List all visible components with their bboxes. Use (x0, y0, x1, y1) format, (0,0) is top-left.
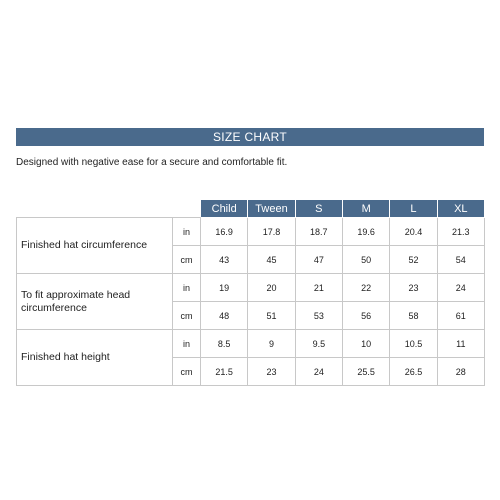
table-cell: 17.8 (248, 218, 295, 246)
header-blank-cell (17, 200, 173, 218)
table-cell: 53 (295, 302, 342, 330)
table-cell: 45 (248, 246, 295, 274)
table-cell: 10.5 (390, 330, 437, 358)
table-row (17, 330, 485, 358)
measure-label: Finished hat height (17, 330, 173, 386)
table-cell: 61 (437, 302, 484, 330)
table-row (17, 218, 485, 246)
measure-label: Finished hat circumference (17, 218, 173, 274)
unit-label: cm (173, 358, 201, 386)
size-table (16, 199, 485, 386)
size-header-xl: XL (437, 200, 484, 218)
table-cell: 43 (201, 246, 248, 274)
table-cell: 22 (342, 274, 389, 302)
table-cell: 25.5 (342, 358, 389, 386)
table-cell: 19.6 (342, 218, 389, 246)
size-header-s: S (295, 200, 342, 218)
table-cell: 9.5 (295, 330, 342, 358)
size-chart-subtitle: Designed with negative ease for a secure and comfortable fit. (16, 157, 288, 168)
table-row (17, 274, 485, 302)
unit-label: in (173, 274, 201, 302)
table-cell: 11 (437, 330, 484, 358)
unit-label: cm (173, 246, 201, 274)
table-cell: 21 (295, 274, 342, 302)
table-cell: 23 (390, 274, 437, 302)
table-cell: 9 (248, 330, 295, 358)
table-cell: 20.4 (390, 218, 437, 246)
unit-label: in (173, 330, 201, 358)
table-cell: 47 (295, 246, 342, 274)
table-cell: 21.5 (201, 358, 248, 386)
table-cell: 24 (295, 358, 342, 386)
measure-label: To fit approximate head circumference (17, 274, 173, 330)
size-header-tween: Tween (248, 200, 295, 218)
size-header-l: L (390, 200, 437, 218)
size-chart-title: SIZE CHART (16, 128, 484, 146)
size-header-row (17, 200, 485, 218)
table-cell: 56 (342, 302, 389, 330)
table-cell: 24 (437, 274, 484, 302)
table-cell: 18.7 (295, 218, 342, 246)
header-blank-cell (173, 200, 201, 218)
table-cell: 54 (437, 246, 484, 274)
table-cell: 50 (342, 246, 389, 274)
table-cell: 28 (437, 358, 484, 386)
size-header-m: M (342, 200, 389, 218)
table-cell: 23 (248, 358, 295, 386)
table-cell: 51 (248, 302, 295, 330)
size-header-child: Child (201, 200, 248, 218)
unit-label: cm (173, 302, 201, 330)
table-cell: 21.3 (437, 218, 484, 246)
table-cell: 16.9 (201, 218, 248, 246)
table-cell: 20 (248, 274, 295, 302)
table-cell: 10 (342, 330, 389, 358)
unit-label: in (173, 218, 201, 246)
table-cell: 26.5 (390, 358, 437, 386)
table-cell: 58 (390, 302, 437, 330)
table-cell: 52 (390, 246, 437, 274)
table-cell: 8.5 (201, 330, 248, 358)
table-cell: 19 (201, 274, 248, 302)
table-cell: 48 (201, 302, 248, 330)
